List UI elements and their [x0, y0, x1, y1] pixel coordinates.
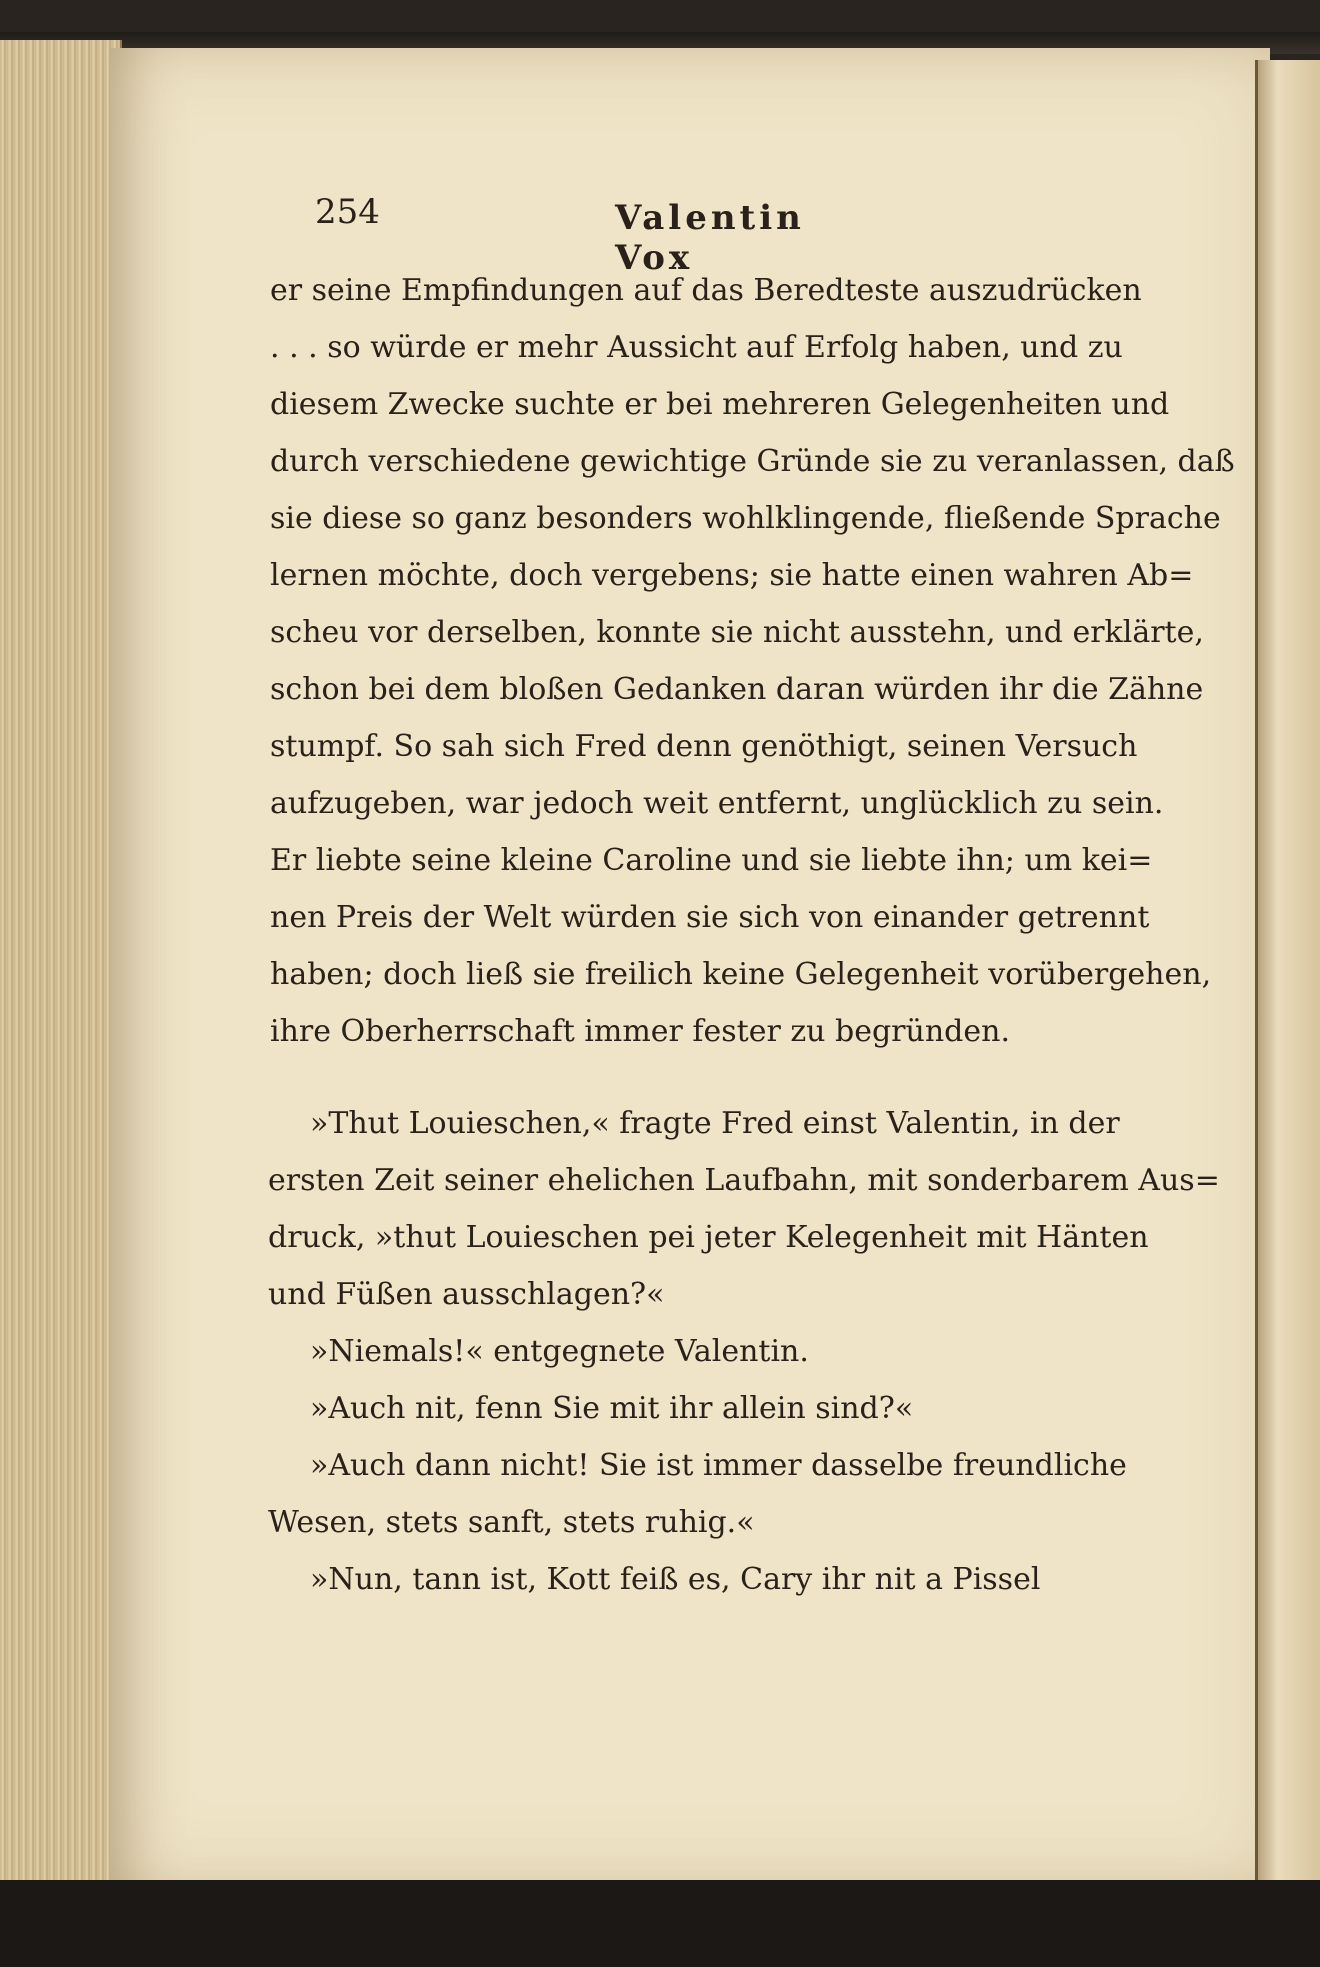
dialogue-line: druck, »thut Louieschen pei jeter Kelegenheit mit Hänten — [268, 1220, 1149, 1255]
scan-background — [0, 1880, 1320, 1967]
dialogue-line: Wesen, stets sanft, stets ruhig.« — [268, 1505, 755, 1540]
dialogue-line: und Füßen ausschlagen?« — [268, 1277, 665, 1312]
text-line: Er liebte seine kleine Caroline und sie liebte ihn; um kei= — [270, 843, 1153, 878]
text-line: ihre Oberherrschaft immer fester zu begründen. — [270, 1014, 1010, 1049]
text-line: er seine Empfindungen auf das Beredteste auszudrücken — [270, 273, 1142, 308]
page-stack-edge — [0, 40, 122, 1890]
text-line: stumpf. So sah sich Fred denn genöthigt, seinen Versuch — [270, 729, 1138, 764]
text-line: . . . so würde er mehr Aussicht auf Erfolg haben, und zu — [270, 330, 1123, 365]
text-line: diesem Zwecke suchte er bei mehreren Gelegenheiten und — [270, 387, 1170, 422]
text-line: lernen möchte, doch vergebens; sie hatte einen wahren Ab= — [270, 558, 1194, 593]
dialogue-line: »Thut Louieschen,« fragte Fred einst Valentin, in der — [310, 1106, 1120, 1141]
page-number: 254 — [315, 192, 380, 232]
running-head: Valentin Vox — [615, 198, 805, 278]
text-line: haben; doch ließ sie freilich keine Gelegenheit vorübergehen, — [270, 957, 1212, 992]
dialogue-line: »Auch nit, fenn Sie mit ihr allein sind?« — [310, 1391, 914, 1426]
dialogue-line: »Auch dann nicht! Sie ist immer dasselbe freundliche — [310, 1448, 1127, 1483]
text-line: sie diese so ganz besonders wohlklingende, fließende Sprache — [270, 501, 1221, 536]
dialogue-line: »Nun, tann ist, Kott feiß es, Cary ihr nit a Pissel — [310, 1562, 1041, 1597]
text-line: durch verschiedene gewichtige Gründe sie zu veranlassen, daß — [270, 444, 1235, 479]
dialogue-line: ersten Zeit seiner ehelichen Laufbahn, mit sonderbarem Aus= — [268, 1163, 1220, 1198]
facing-page-edge — [1255, 60, 1320, 1880]
text-line: nen Preis der Welt würden sie sich von einander getrennt — [270, 900, 1150, 935]
text-line: aufzugeben, war jedoch weit entfernt, unglücklich zu sein. — [270, 786, 1164, 821]
text-line: schon bei dem bloßen Gedanken daran würden ihr die Zähne — [270, 672, 1204, 707]
body-text — [270, 262, 1235, 1060]
dialogue-line: »Niemals!« entgegnete Valentin. — [310, 1334, 809, 1369]
page-header — [315, 192, 875, 278]
text-line: scheu vor derselben, konnte sie nicht ausstehn, und erklärte, — [270, 615, 1204, 650]
dialogue-text — [268, 1096, 1220, 1609]
